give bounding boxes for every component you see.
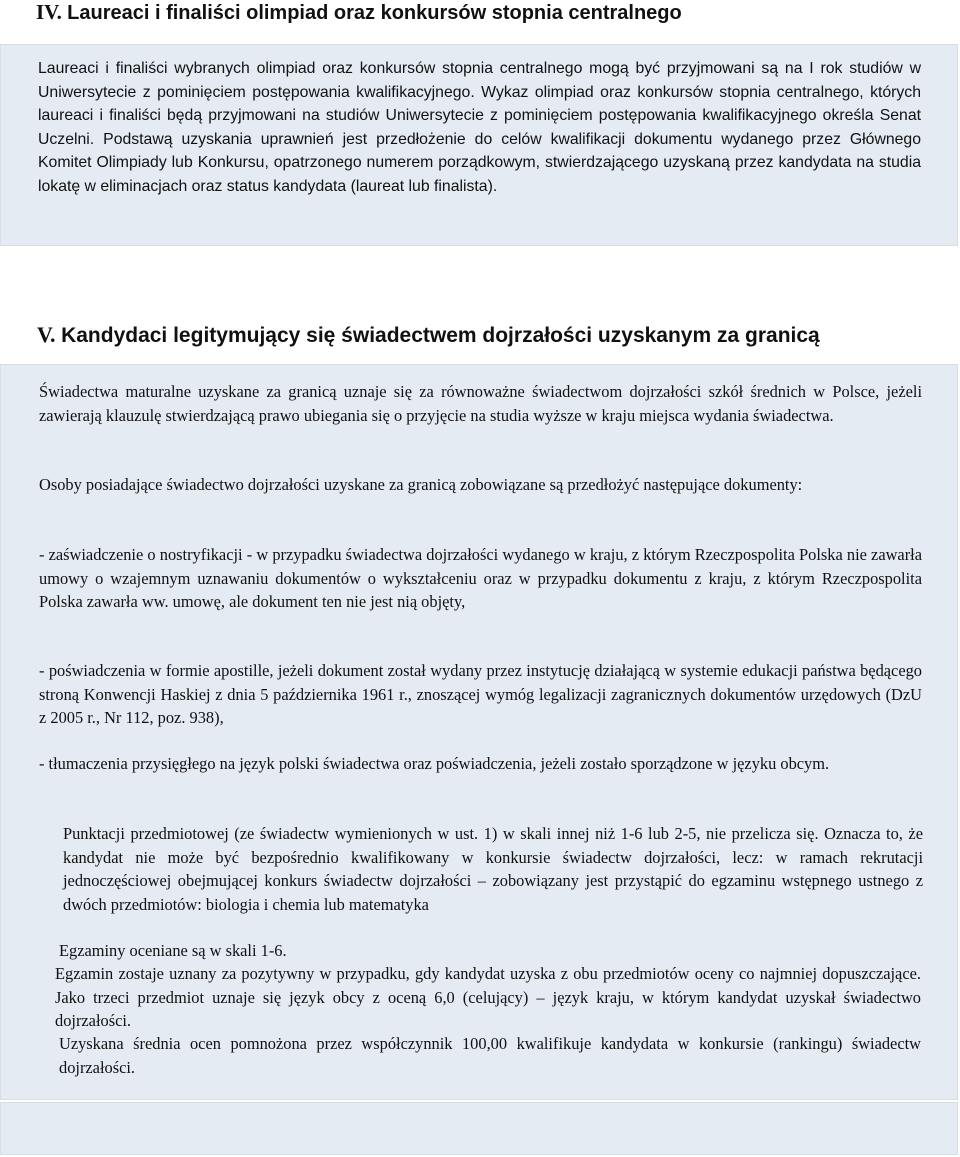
section-5-paragraph-5: - tłumaczenia przysięgłego na język polski świadectwa oraz poświadczenia, jeżeli zostało sporządzone w języku obcym.: [39, 754, 830, 773]
section-5-paragraph-9: Uzyskana średnia ocen pomnożona przez współczynnik 100,00 kwalifikuje kandydata w konkursie (rankingu) świadectw dojrzałości.: [59, 1034, 921, 1077]
section-5-paragraph-6: Punktacji przedmiotowej (ze świadectw wymienionych w ust. 1) w skali innej niż 1-6 lub 2-5, nie przelicza się. Oznacza to, że kandydat nie może być bezpośrednio kwalifikowany w konkursie świadectw dojrzałości, lecz: w ramach rekrutacji jednoczęściowej obejmującej konkurs świadectw dojrzałości – zobowiązany jest przystąpić do egzaminu wstępnego ustnego z dwóch przedmiotów: biologia i chemia lub matematyka: [63, 824, 923, 914]
section-4-paragraph: Laureaci i finaliści wybranych olimpiad oraz konkursów stopnia centralnego mogą być przyjmowani są na I rok studiów w Uniwersytecie z pominięciem postępowania kwalifikacyjnego. Wykaz olimpiad oraz konkursów stopnia centralnego, których laureaci i finaliści będą przyjmowani na studiów Uniwersytecie z pominięciem postępowania kwalifikacyjnego określa Senat Uczelni. Podstawą uzyskania uprawnień jest przedłożenie do celów kwalifikacji dokumentu wydanego przez Głównego Komitet Olimpiady lub Konkursu, opatrzonego numerem porządkowym, stwierdzającego uzyskaną przez kandydata na studia lokatę w eliminacjach oraz status kandydata (laureat lub finalista).: [38, 60, 921, 195]
section-5-paragraph-4: - poświadczenia w formie apostille, jeżeli dokument został wydany przez instytucję działającą w systemie edukacji państwa będącego stroną Konwencji Haskiej z dnia 5 października 1961 r., znoszącej wymóg legalizacji zagranicznych dokumentów urzędowych (DzU z 2005 r., Nr 112, poz. 938),: [39, 661, 922, 727]
section-5-paragraph-8: Egzamin zostaje uznany za pozytywny w przypadku, gdy kandydat uzyska z obu przedmiotów oceny co najmniej dopuszczające. Jako trzeci przedmiot uznaje się język obcy z oceną 6,0 (celujący) – język kraju, w którym kandydat uzyskał świadectwo dojrzałości.: [55, 964, 921, 1030]
section-5-paragraph-7: Egzaminy oceniane są w skali 1-6.: [59, 941, 287, 960]
section-5-paragraph-3: - zaświadczenie o nostryfikacji - w przypadku świadectwa dojrzałości wydanego w kraju, z którym Rzeczpospolita Polska nie zawarła umowy o wzajemnym uznawaniu dokumentów o wykształceniu oraz w przypadku dokumentu z kraju, z którym Rzeczpospolita Polska zawarła ww. umowę, ale dokument ten nie jest nią objęty,: [39, 545, 922, 611]
bottom-empty-box: [0, 1102, 958, 1155]
section-5-number: V.: [37, 322, 56, 347]
section-5-paragraph-2: Osoby posiadające świadectwo dojrzałości uzyskane za granicą zobowiązane są przedłożyć następujące dokumenty:: [39, 475, 803, 494]
section-5-heading: [37, 322, 937, 349]
section-4-box: [0, 44, 958, 246]
section-4-number: IV.: [36, 0, 62, 24]
section-5-box: [0, 364, 958, 1100]
section-5-title: Kandydaci legitymujący się świadectwem dojrzałości uzyskanym za granicą: [61, 324, 820, 347]
section-5-paragraph-1: Świadectwa maturalne uzyskane za granicą uznaje się za równoważne świadectwom dojrzałości szkół średnich w Polsce, jeżeli zawierają klauzulę stwierdzającą prawo ubiegania się o przyjęcie na studia wyższe w kraju miejsca wydania świadectwa.: [39, 382, 922, 425]
section-4-heading: [36, 0, 946, 25]
section-4-title: Laureaci i finaliści olimpiad oraz konkursów stopnia centralnego: [67, 2, 682, 24]
